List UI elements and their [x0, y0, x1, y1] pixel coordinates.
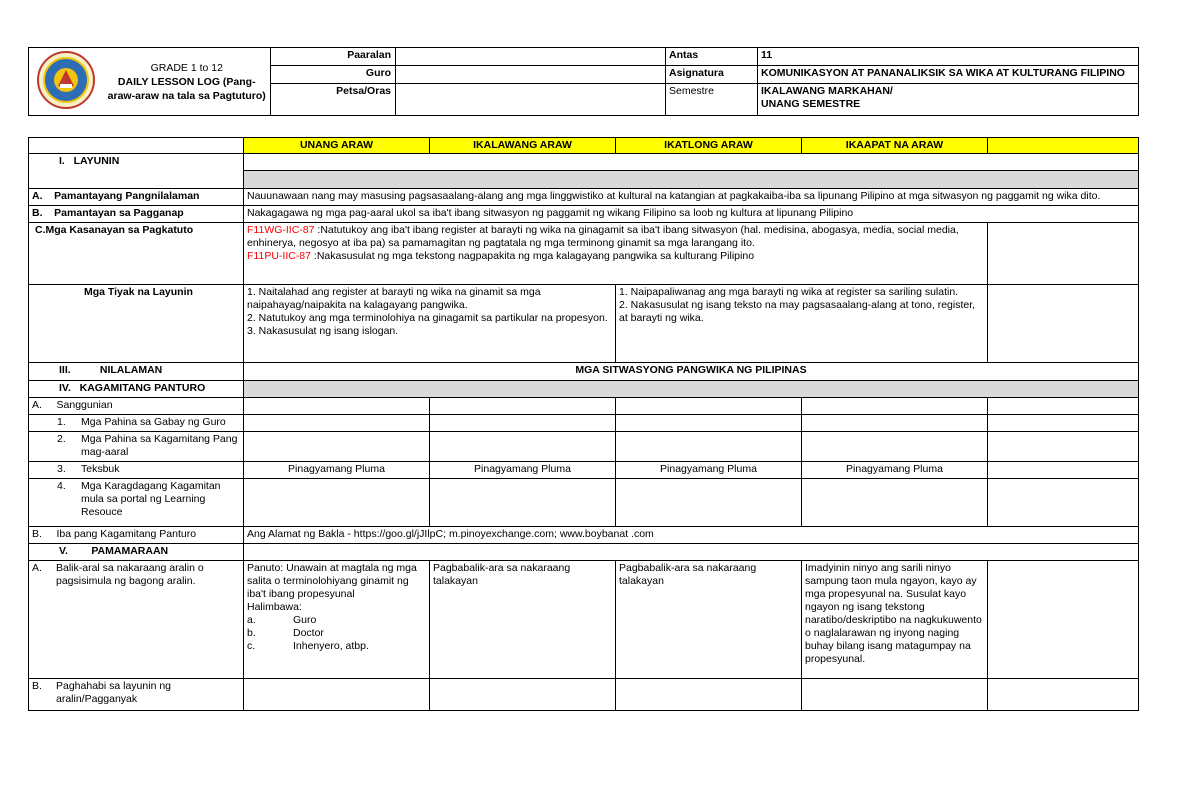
semestre-value: [758, 84, 1139, 116]
teksbuk-day3: Pinagyamang Pluma: [616, 462, 802, 479]
gabay-guro-label: 1. Mga Pahina sa Gabay ng Guro: [29, 415, 244, 432]
pamantayang-pangnilalaman-label: A. Pamantayang Pangnilalaman: [29, 189, 244, 206]
guro-label: Guro: [271, 66, 396, 84]
pamantayang-pangnilalaman-text: Nauunawaan nang may masusing pagsasaalang-alang ang mga linggwistiko at kultural na katangian at pagkakaiba-iba sa lipunang Pilipino at mga sitwasyon ng paggamit ng wika dito.: [244, 189, 1139, 206]
balik-aral-day2: Pagbabalik-ara sa nakaraang talakayan: [430, 561, 616, 679]
grade-label: GRADE 1 to 12: [150, 61, 223, 74]
teksbuk-day2: Pinagyamang Pluma: [430, 462, 616, 479]
header-title-cell: [104, 48, 271, 116]
school-logo-cell: [29, 48, 104, 116]
teksbuk-day4: Pinagyamang Pluma: [802, 462, 988, 479]
balik-aral-label: A. Balik-aral sa nakaraang aralin o pagsisimula ng bagong aralin.: [29, 561, 244, 679]
balik-aral-day3: Pagbabalik-ara sa nakaraang talakayan: [616, 561, 802, 679]
header-table: [28, 47, 1139, 116]
karagdagang-kagamitan-label: 4. Mga Karagdagang Kagamitan mula sa portal ng Learning Resouce: [29, 479, 244, 527]
guro-value[interactable]: [396, 66, 666, 84]
iba-pang-kagamitan-value[interactable]: Ang Alamat ng Bakla - https://goo.gl/jJIlpC; m.pinoyexchange.com; www.boybanat .com: [244, 527, 1139, 544]
kasanayan-label: C.Mga Kasanayan sa Pagkatuto: [29, 223, 244, 285]
day-2-header: IKALAWANG ARAW: [430, 138, 616, 154]
antas-label: Antas: [666, 48, 758, 66]
kasanayan-code-1: F11WG-IIC-87: [247, 224, 315, 236]
semestre-text: UNANG SEMESTRE: [761, 98, 861, 110]
tiyak-layunin-day3-4: 1. Naipapaliwanag ang mga barayti ng wika at register sa sariling sulatin. 2. Nakasusulat ng isang teksto na may pagsasaalang-alang at tono, register, at barayti ng wika.: [616, 285, 988, 363]
day-4-header: IKAAPAT NA ARAW: [802, 138, 988, 154]
kasanayan-code-2: F11PU-IIC-87: [247, 250, 311, 262]
tiyak-layunin-day1-2: 1. Naitalahad ang register at barayti ng wika na ginamit sa mga naipahayag/naipakita na kalagayang pangwika. 2. Natutukoy ang mga terminolohiya na ginagamit sa partikular na propesyon. 3. Nakasusulat ng isang islogan.: [244, 285, 616, 363]
iba-pang-kagamitan-label: B. Iba pang Kagamitang Panturo: [29, 527, 244, 544]
kasanayan-text: F11WG-IIC-87 :Natutukoy ang iba't ibang register at barayti ng wika na ginagamit sa iba't ibang sitwasyon (hal. medisina, abogasya, media, social media, enhinerya, negosyo at iba pa) sa pamamagitan ng pagtatala ng mga terminong ginamit sa mga larangang ito. F11PU-IIC-87 :Nakasusulat ng mga tekstong nagpapakita ng mga kalagayang pangwika sa kulturang Pilipino: [244, 223, 988, 285]
teksbuk-label: 3. Teksbuk: [29, 462, 244, 479]
day-5-header: [988, 138, 1139, 154]
day-1-header: UNANG ARAW: [244, 138, 430, 154]
petsa-value[interactable]: [396, 84, 666, 116]
semestre-label: Semestre: [666, 84, 758, 116]
kagamitang-mag-aaral-label: 2. Mga Pahina sa Kagamitang Pang mag-aaral: [29, 432, 244, 462]
asignatura-label: Asignatura: [666, 66, 758, 84]
teksbuk-day1: Pinagyamang Pluma: [244, 462, 430, 479]
deped-seal-icon: [36, 50, 96, 110]
nilalaman-label: III. NILALAMAN: [29, 363, 244, 381]
layunin-heading: I. LAYUNIN: [29, 154, 244, 189]
paghahabi-label: B. Paghahabi sa layunin ng aralin/Pagganyak: [29, 679, 244, 711]
petsa-label: Petsa/Oras: [271, 84, 396, 116]
nilalaman-value: MGA SITWASYONG PANGWIKA NG PILIPINAS: [244, 363, 1139, 381]
kagamitan-label: IV. KAGAMITANG PANTURO: [29, 381, 244, 398]
tiyak-na-layunin-label: Mga Tiyak na Layunin: [29, 285, 244, 363]
lesson-log-table: [28, 137, 1139, 711]
pamantayan-sa-pagganap-label: B. Pamantayan sa Pagganap: [29, 206, 244, 223]
balik-aral-day1: Panuto: Unawain at magtala ng mga salita o terminolohiyang ginamit ng iba't ibang propesyunal Halimbawa: a. Guro b. Doctor c. Inhenyero, atbp.: [244, 561, 430, 679]
asignatura-value: KOMUNIKASYON AT PANANALIKSIK SA WIKA AT KULTURANG FILIPINO: [758, 66, 1139, 84]
paaralan-label: Paaralan: [271, 48, 396, 66]
pamantayan-sa-pagganap-text: Nakagagawa ng mga pag-aaral ukol sa iba't ibang sitwasyon ng paggamit ng wikang Filipino sa loob ng kultura at lipunang Pilipino: [244, 206, 1139, 223]
pamamaraan-label: V. PAMAMARAAN: [29, 544, 244, 561]
balik-aral-day4: Imadyinin ninyo ang sarili ninyo sampung taon mula ngayon, kayo ay mga propesyunal na. Susulat kayo ngayon ng isang tekstong naratibo/deskriptibo na nagkukuwento o naglalarawan ng inyong naging buhay bilang isang matagumpay na propesyunal.: [802, 561, 988, 679]
day-3-header: IKATLONG ARAW: [616, 138, 802, 154]
dll-title: DAILY LESSON LOG (Pang-araw-araw na tala sa Pagtuturo): [107, 75, 266, 102]
sanggunian-label: A. Sanggunian: [29, 398, 244, 415]
antas-value: 11: [758, 48, 1139, 66]
paaralan-value[interactable]: [396, 48, 666, 66]
markahan-text: IKALAWANG MARKAHAN/: [761, 85, 893, 97]
